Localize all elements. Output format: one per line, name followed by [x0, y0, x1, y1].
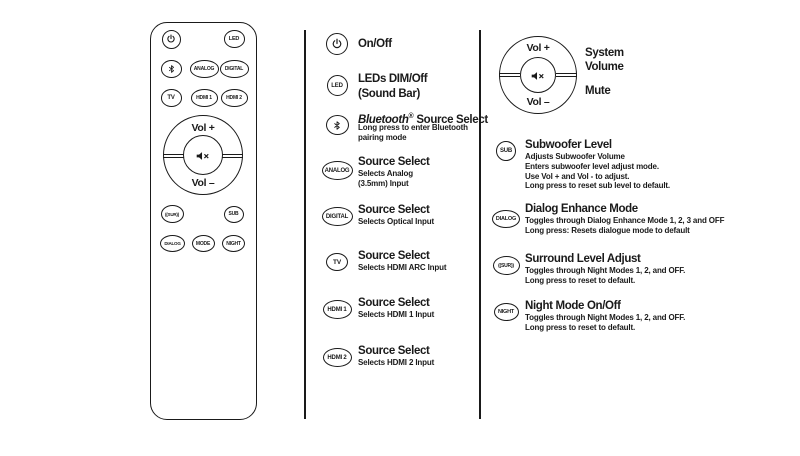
- legend-analog-title: Source Select: [358, 156, 430, 168]
- legend-night-badge: NIGHT: [497, 309, 515, 315]
- bluetooth-brand-text: Bluetooth: [358, 113, 409, 126]
- desc-line: Selects HDMI ARC Input: [358, 263, 447, 272]
- remote-hdmi2-button: [221, 89, 248, 107]
- legend-night-button: [494, 303, 519, 321]
- legend-hdmi1-badge: HDMI 1: [327, 306, 347, 313]
- power-icon: [331, 38, 343, 50]
- desc-line: Selects Analog: [358, 169, 413, 178]
- legend-dialog-button: [492, 210, 520, 228]
- legend-tv-button: [326, 253, 348, 271]
- desc-line: Long press to reset to default.: [525, 322, 636, 332]
- bluetooth-icon: [167, 64, 176, 74]
- bluetooth-title-rest: Source Select: [416, 113, 488, 126]
- desc-line: Use Vol + and Vol - to adjust.: [525, 171, 630, 181]
- remote-night-label: NIGHT: [226, 240, 241, 247]
- volume-pad-right-mark: [222, 154, 243, 158]
- remote-led-label: LED: [228, 35, 240, 42]
- desc-line: Long press to reset to default.: [525, 275, 636, 285]
- desc-line: Selects HDMI 2 Input: [358, 358, 435, 367]
- legend-led-title: LEDs DIM/Off: [358, 73, 428, 85]
- legend-analog-badge: ANALOG: [324, 167, 350, 174]
- remote-vol-up-label: Vol +: [191, 122, 215, 134]
- remote-hdmi2-label: HDMI 2: [226, 94, 242, 101]
- volume-system-label-line1: System: [585, 47, 624, 59]
- legend-night-desc: [525, 313, 685, 333]
- remote-sub-label: SUB: [228, 211, 239, 217]
- legend-surround-badge: ((SUR)): [498, 262, 514, 269]
- legend-hdmi1-title: Source Select: [358, 297, 430, 309]
- legend-bluetooth-desc: [358, 123, 468, 143]
- legend-surround-title: Surround Level Adjust: [525, 253, 641, 265]
- legend-tv-badge: TV: [333, 258, 341, 266]
- remote-mode-label: MODE: [195, 240, 211, 247]
- remote-hdmi1-label: HDMI 1: [196, 94, 212, 101]
- desc-line: Adjusts Subwoofer Volume: [525, 152, 625, 161]
- legend-bluetooth-button: [326, 115, 349, 135]
- remote-tv-label: TV: [167, 94, 175, 101]
- legend-power-title: On/Off: [358, 38, 392, 50]
- legend-power-button: [326, 33, 348, 55]
- desc-line: Enters subwoofer level adjust mode.: [525, 161, 659, 171]
- legend-sub-badge: SUB: [499, 148, 513, 154]
- legend-sub-title: Subwoofer Level: [525, 139, 612, 151]
- volume-pad-left-mark: [163, 154, 184, 158]
- remote-night-button: [222, 235, 245, 252]
- legend-dialog-desc: [525, 216, 724, 236]
- desc-line: Long press: Resets dialogue mode to default: [525, 225, 690, 235]
- legend-vol-up-label: Vol +: [526, 42, 550, 54]
- volume-system-label-line2: Volume: [585, 61, 624, 73]
- legend-dialog-badge: DIALOG: [495, 216, 517, 222]
- legend-led-button: [327, 75, 348, 96]
- legend-surround-desc: [525, 266, 685, 286]
- remote-analog-label: ANALOG: [193, 65, 215, 72]
- legend-led-badge: LED: [331, 82, 343, 89]
- mute-icon: [531, 71, 545, 81]
- volume-pad-left-mark: [499, 73, 520, 77]
- legend-analog-desc: [358, 169, 413, 189]
- desc-line: Selects Optical Input: [358, 217, 434, 226]
- desc-line: Long press to reset sub level to default.: [525, 181, 670, 191]
- remote-sub-button: [224, 206, 244, 223]
- remote-dialog-label: DIALOG: [164, 241, 181, 246]
- legend-hdmi1-desc: [358, 310, 434, 320]
- desc-line: Long press to enter Bluetooth: [358, 123, 468, 132]
- mute-icon: [196, 151, 210, 161]
- desc-line: Toggles through Night Modes 1, 2, and OFF.: [525, 313, 686, 322]
- legend-night-title: Night Mode On/Off: [525, 300, 621, 312]
- right-divider: [479, 30, 481, 419]
- legend-vol-down-label: Vol –: [526, 96, 550, 108]
- left-divider: [304, 30, 306, 419]
- legend-led-title2: (Sound Bar): [358, 87, 420, 100]
- legend-sub-desc: [525, 152, 670, 191]
- remote-bluetooth-button: [161, 60, 182, 78]
- legend-tv-title: Source Select: [358, 250, 430, 262]
- bluetooth-icon: [332, 120, 342, 131]
- legend-digital-button: [322, 207, 353, 226]
- remote-surround-label: ((SUR)): [164, 211, 180, 217]
- desc-line: (3.5mm) Input: [358, 178, 409, 188]
- legend-digital-desc: [358, 217, 434, 227]
- legend-hdmi2-desc: [358, 358, 434, 368]
- remote-hdmi1-button: [191, 89, 218, 107]
- legend-hdmi2-badge: HDMI 2: [327, 354, 347, 361]
- power-icon: [166, 34, 176, 44]
- remote-digital-label: DIGITAL: [224, 65, 244, 72]
- legend-dialog-title: Dialog Enhance Mode: [525, 203, 638, 215]
- legend-hdmi2-title: Source Select: [358, 345, 430, 357]
- desc-line: Selects HDMI 1 Input: [358, 310, 435, 319]
- remote-surround-button: [161, 205, 184, 223]
- legend-digital-badge: DIGITAL: [325, 213, 349, 220]
- remote-mode-button: [192, 235, 215, 252]
- volume-mute-label: Mute: [585, 85, 611, 97]
- legend-tv-desc: [358, 263, 446, 273]
- legend-sub-button: [496, 141, 516, 161]
- remote-led-button: [224, 30, 245, 48]
- remote-tv-button: [161, 89, 182, 107]
- remote-vol-down-label: Vol –: [191, 177, 215, 189]
- desc-line: pairing mode: [358, 132, 407, 142]
- registered-mark: ®: [408, 113, 414, 120]
- legend-analog-button: [322, 161, 353, 180]
- remote-digital-button: [220, 60, 249, 78]
- volume-pad-right-mark: [556, 73, 577, 77]
- remote-dialog-button: [160, 235, 185, 252]
- remote-analog-button: [190, 60, 219, 78]
- legend-digital-title: Source Select: [358, 204, 430, 216]
- remote-power-button: [162, 30, 181, 49]
- desc-line: Toggles through Dialog Enhance Mode 1, 2, 3 and OFF: [525, 216, 725, 225]
- legend-hdmi1-button: [323, 300, 352, 319]
- legend-surround-button: [493, 256, 520, 275]
- legend-hdmi2-button: [323, 348, 352, 367]
- desc-line: Toggles through Night Modes 1, 2, and OFF.: [525, 266, 686, 275]
